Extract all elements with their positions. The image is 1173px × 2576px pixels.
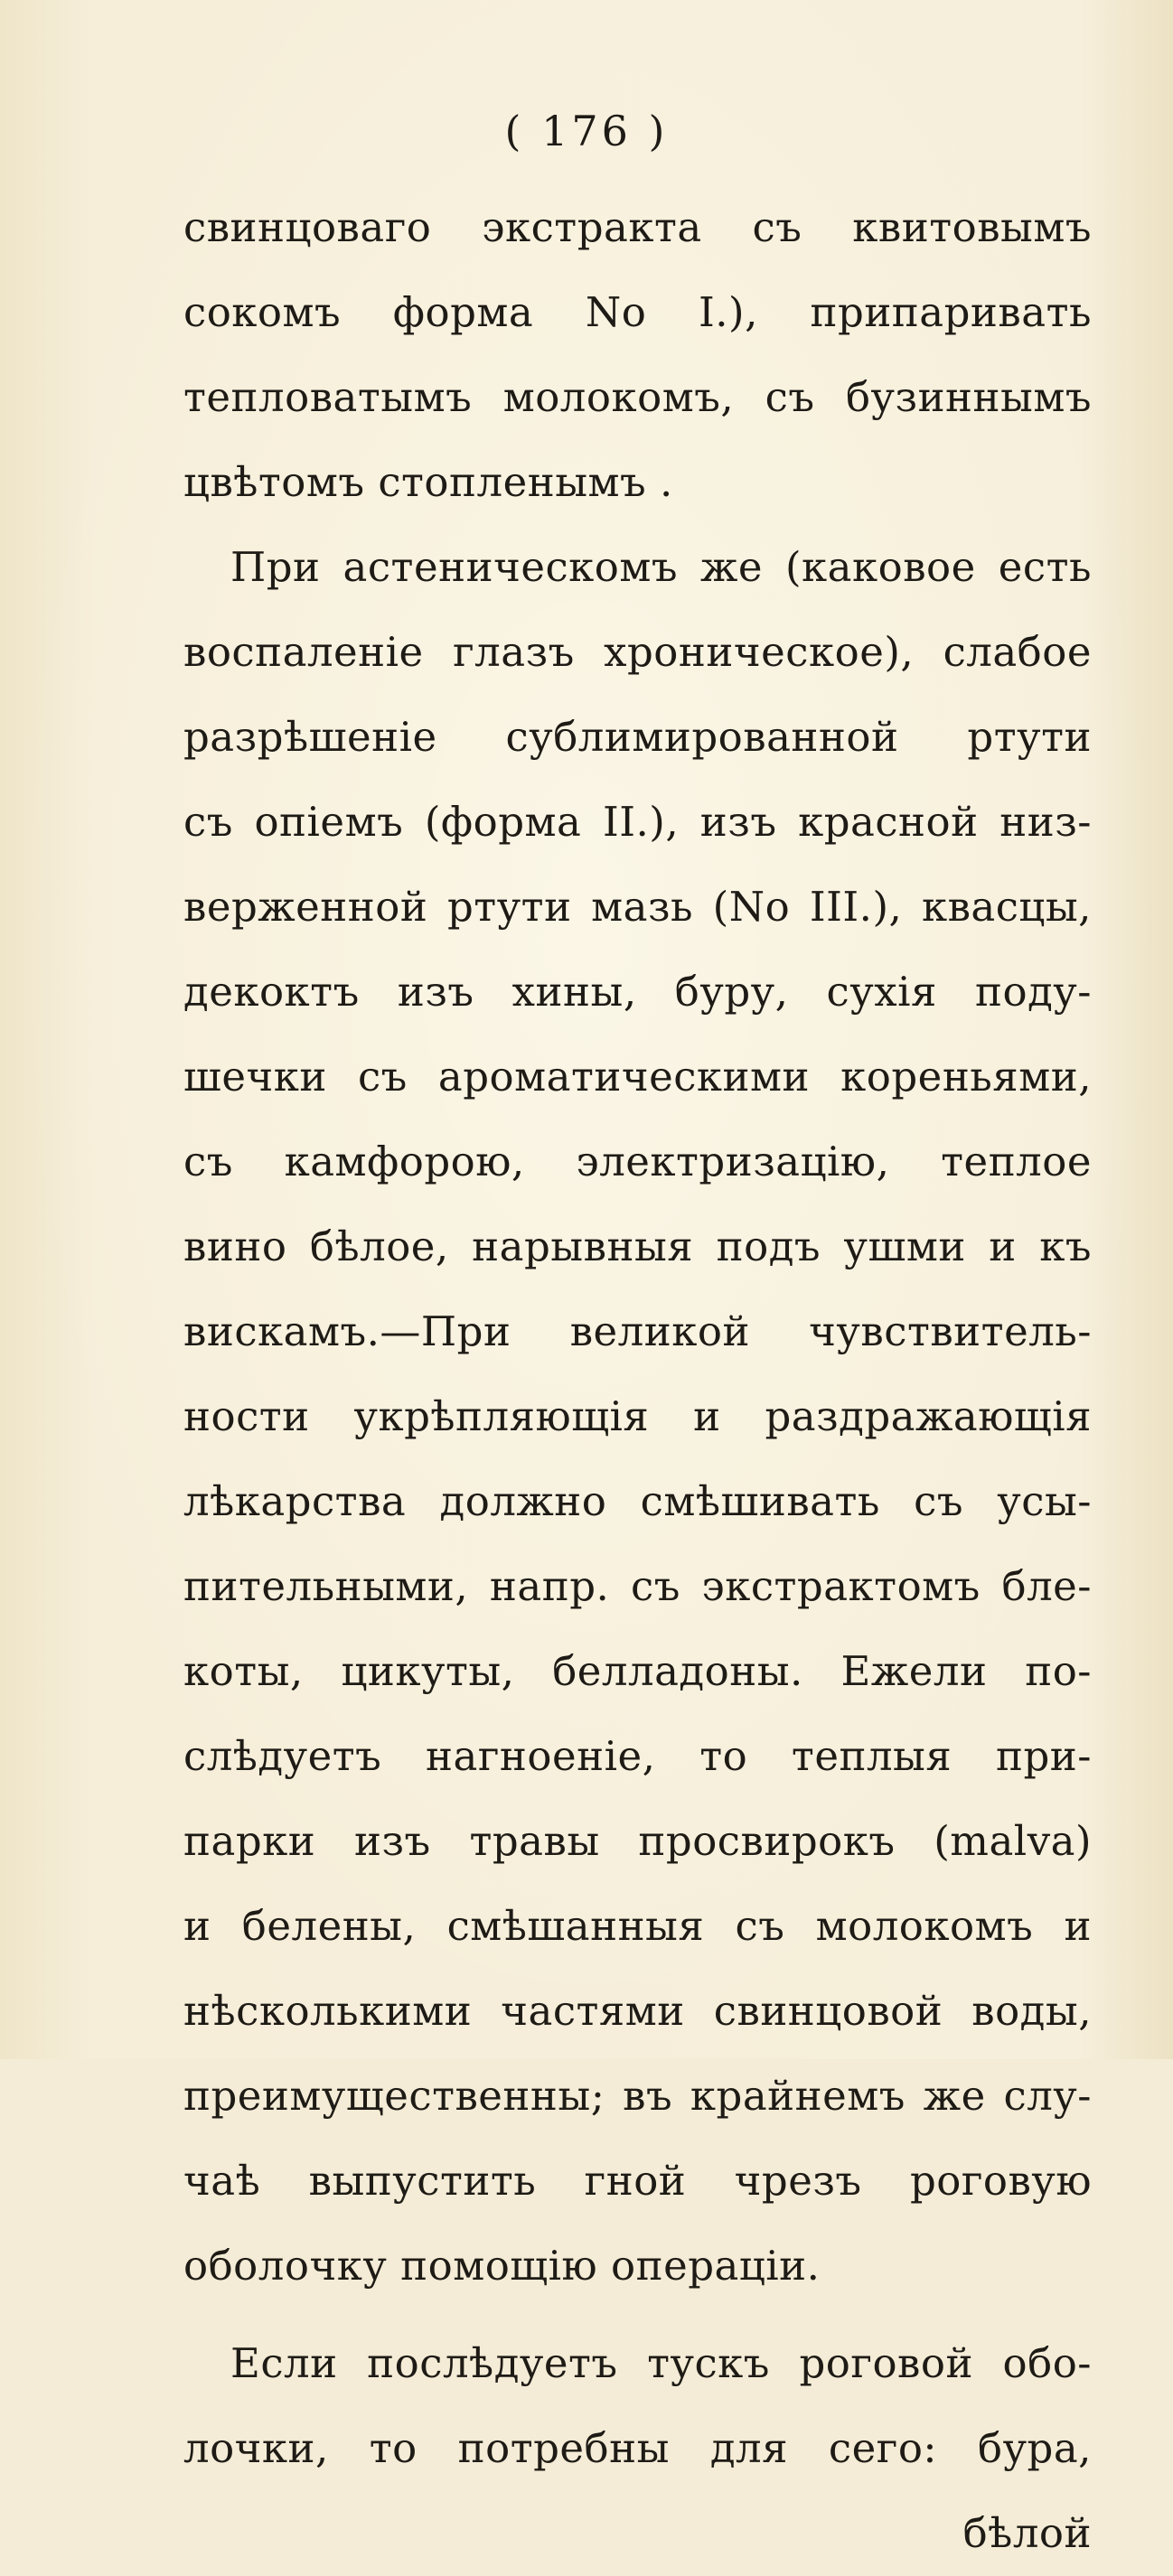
text-line: преимущественны; въ крайнемъ же слу-	[183, 2072, 1092, 2120]
text-line: вискамъ.—При великой чувствитель-	[183, 1307, 1092, 1355]
text-line: лѣкарства должно смѣшивать съ усы-	[183, 1477, 1092, 1525]
text-line: оболочку помощію операціи.	[183, 2242, 821, 2290]
text-line: съ опіемъ (форма II.), изъ красной низ-	[183, 798, 1092, 846]
text-line: верженной ртути мазь (No III.), квасцы,	[183, 883, 1092, 931]
text-line: декоктъ изъ хины, буру, сухія поду-	[183, 968, 1092, 1016]
text-line: лочки, то потребны для сего: бура,	[183, 2424, 1092, 2472]
text-line: чаѣ выпустить гной чрезъ роговую	[183, 2157, 1092, 2205]
text-line: тепловатымъ молокомъ, съ бузиннымъ	[183, 373, 1092, 421]
catchword: бѣлой	[962, 2509, 1092, 2557]
text-line: шечки съ ароматическими кореньями,	[183, 1053, 1092, 1101]
text-line: съ камфорою, электризацію, теплое	[183, 1138, 1092, 1185]
text-line: разрѣшеніе сублимированной ртути	[183, 713, 1092, 761]
text-line: цвѣтомъ стопленымъ .	[183, 458, 673, 506]
text-line: ности укрѣпляющія и раздражающія	[183, 1392, 1092, 1440]
text-line: При астеническомъ же (каковое есть	[230, 543, 1092, 591]
text-line: сокомъ форма No I.), припаривать	[183, 288, 1092, 336]
page-number: ( 176 )	[504, 107, 669, 155]
text-line: слѣдуетъ нагноеніе, то теплыя при-	[183, 1732, 1092, 1780]
text-line: вино бѣлое, нарывныя подъ ушми и къ	[183, 1222, 1092, 1270]
body-text	[183, 185, 1092, 2576]
text-line: и белены, смѣшанныя съ молокомъ и	[183, 1902, 1092, 1950]
text-line: парки изъ травы просвирокъ (malva)	[183, 1817, 1092, 1865]
text-line: нѣсколькими частями свинцовой воды,	[183, 1987, 1092, 2035]
text-line: Если послѣдуетъ тускъ роговой обо-	[230, 2339, 1092, 2387]
text-line: свинцоваго экстракта съ квитовымъ	[183, 203, 1092, 251]
text-line: воспаленіе глазъ хроническое), слабое	[183, 628, 1092, 676]
text-line: пительными, напр. съ экстрактомъ бле-	[183, 1562, 1092, 1610]
text-line: коты, цикуты, белладоны. Ежели по-	[183, 1647, 1092, 1695]
